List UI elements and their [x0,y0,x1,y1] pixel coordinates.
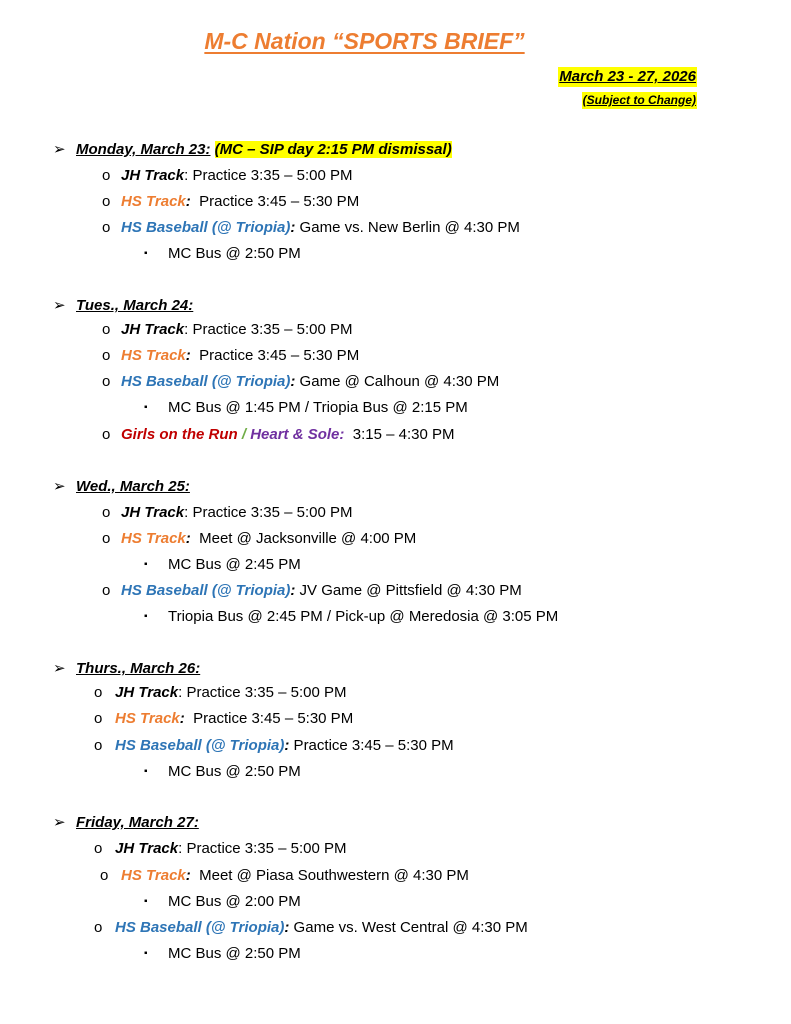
circle-bullet-icon: o [102,167,111,184]
label-colon: : [290,373,296,390]
circle-bullet-icon: o [102,426,111,443]
team-label: HS Baseball (@ Triopia) [121,373,291,390]
day-heading-label: Thurs., March 26: [76,660,201,677]
team-label: JH Track [121,504,185,521]
arrow-bullet-icon: ➢ [53,478,66,495]
list-item [121,346,359,366]
list-item [115,709,353,729]
team-label: HS Track [121,867,186,884]
square-bullet-icon: ▪ [144,896,148,907]
circle-bullet-icon: o [94,710,103,727]
arrow-bullet-icon: ➢ [53,660,66,677]
event-text: Practice 3:45 – 5:30 PM [190,193,360,210]
team-label: HS Track [121,193,186,210]
list-item [115,736,454,756]
team-label: Girls on the Run [121,426,238,443]
bus-item: Triopia Bus @ 2:45 PM / Pick-up @ Meredosia @ 3:05 PM [168,608,559,625]
date-range: March 23 - 27, 2026 [559,68,696,85]
bus-item: MC Bus @ 2:50 PM [168,763,301,780]
day-heading-label: Wed., March 25: [76,478,190,495]
list-item [121,425,454,445]
circle-bullet-icon: o [94,737,103,754]
date-block [558,67,697,109]
day-heading-label: Tues., March 24: [76,297,194,314]
page-title: M-C Nation “SPORTS BRIEF” [204,28,525,54]
day-heading-thursday [76,659,200,679]
dismissal-note: (MC – SIP day 2:15 PM dismissal) [214,141,452,158]
team-label: HS Track [115,710,180,727]
team-label: HS Track [121,530,186,547]
label-colon: : [185,347,191,364]
bus-item: MC Bus @ 2:50 PM [168,245,301,262]
team-label: HS Baseball (@ Triopia) [115,919,285,936]
event-text: : Practice 3:35 – 5:00 PM [184,321,353,338]
list-item [121,581,522,601]
team-label: HS Track [121,347,186,364]
bus-item: MC Bus @ 2:00 PM [168,893,301,910]
circle-bullet-icon: o [102,373,111,390]
arrow-bullet-icon: ➢ [53,141,66,158]
day-heading-label: Monday, March 23: [76,141,211,158]
label-colon: : [185,530,191,547]
event-text: Meet @ Jacksonville @ 4:00 PM [190,530,417,547]
list-item [121,529,416,549]
day-heading-friday [76,813,199,833]
team-label: JH Track [121,167,185,184]
list-item [121,372,499,392]
square-bullet-icon: ▪ [144,559,148,570]
circle-bullet-icon: o [102,193,111,210]
list-item [115,918,528,938]
bus-item: MC Bus @ 2:45 PM [168,556,301,573]
list-item [121,320,353,340]
event-text: Game vs. West Central @ 4:30 PM [289,919,528,936]
team-label: HS Baseball (@ Triopia) [115,737,285,754]
arrow-bullet-icon: ➢ [53,297,66,314]
circle-bullet-icon: o [102,347,111,364]
arrow-bullet-icon: ➢ [53,814,66,831]
event-text: Game @ Calhoun @ 4:30 PM [295,373,500,390]
circle-bullet-icon: o [102,582,111,599]
square-bullet-icon: ▪ [144,766,148,777]
event-text: Meet @ Piasa Southwestern @ 4:30 PM [190,867,469,884]
day-heading-tuesday [76,296,193,316]
list-item [121,503,353,523]
bus-item: MC Bus @ 1:45 PM / Triopia Bus @ 2:15 PM [168,399,468,416]
list-item [121,866,469,886]
team-label: JH Track [115,684,179,701]
square-bullet-icon: ▪ [144,402,148,413]
event-text: Practice 3:45 – 5:30 PM [190,347,360,364]
circle-bullet-icon: o [100,867,109,884]
day-heading-monday [76,140,452,160]
event-text: Practice 3:45 – 5:30 PM [184,710,354,727]
label-colon: : [284,919,290,936]
label-colon: : [284,737,290,754]
label-colon: : [290,219,296,236]
event-text: : Practice 3:35 – 5:00 PM [184,504,353,521]
team-label: Heart & Sole: [250,426,345,443]
event-text: Game vs. New Berlin @ 4:30 PM [295,219,520,236]
list-item [115,683,347,703]
list-item [121,218,520,238]
event-text: JV Game @ Pittsfield @ 4:30 PM [295,582,522,599]
event-text: : Practice 3:35 – 5:00 PM [178,840,347,857]
event-text: : Practice 3:35 – 5:00 PM [184,167,353,184]
square-bullet-icon: ▪ [144,948,148,959]
circle-bullet-icon: o [94,919,103,936]
circle-bullet-icon: o [102,530,111,547]
circle-bullet-icon: o [102,504,111,521]
label-colon: : [179,710,185,727]
square-bullet-icon: ▪ [144,611,148,622]
event-text: 3:15 – 4:30 PM [344,426,455,443]
list-item [121,166,353,186]
label-colon: : [290,582,296,599]
day-heading-label: Friday, March 27: [76,814,199,831]
label-colon: : [185,193,191,210]
event-text: : Practice 3:35 – 5:00 PM [178,684,347,701]
subject-to-change-note: (Subject to Change) [582,93,696,107]
circle-bullet-icon: o [94,684,103,701]
list-item [115,839,347,859]
team-label: HS Baseball (@ Triopia) [121,582,291,599]
bus-item: MC Bus @ 2:50 PM [168,945,301,962]
event-text: Practice 3:45 – 5:30 PM [289,737,454,754]
slash-separator: / [237,426,251,443]
day-heading-wednesday [76,477,190,497]
circle-bullet-icon: o [94,840,103,857]
team-label: JH Track [121,321,185,338]
label-colon: : [185,867,191,884]
circle-bullet-icon: o [102,219,111,236]
circle-bullet-icon: o [102,321,111,338]
team-label: HS Baseball (@ Triopia) [121,219,291,236]
square-bullet-icon: ▪ [144,248,148,259]
list-item [121,192,359,212]
team-label: JH Track [115,840,179,857]
